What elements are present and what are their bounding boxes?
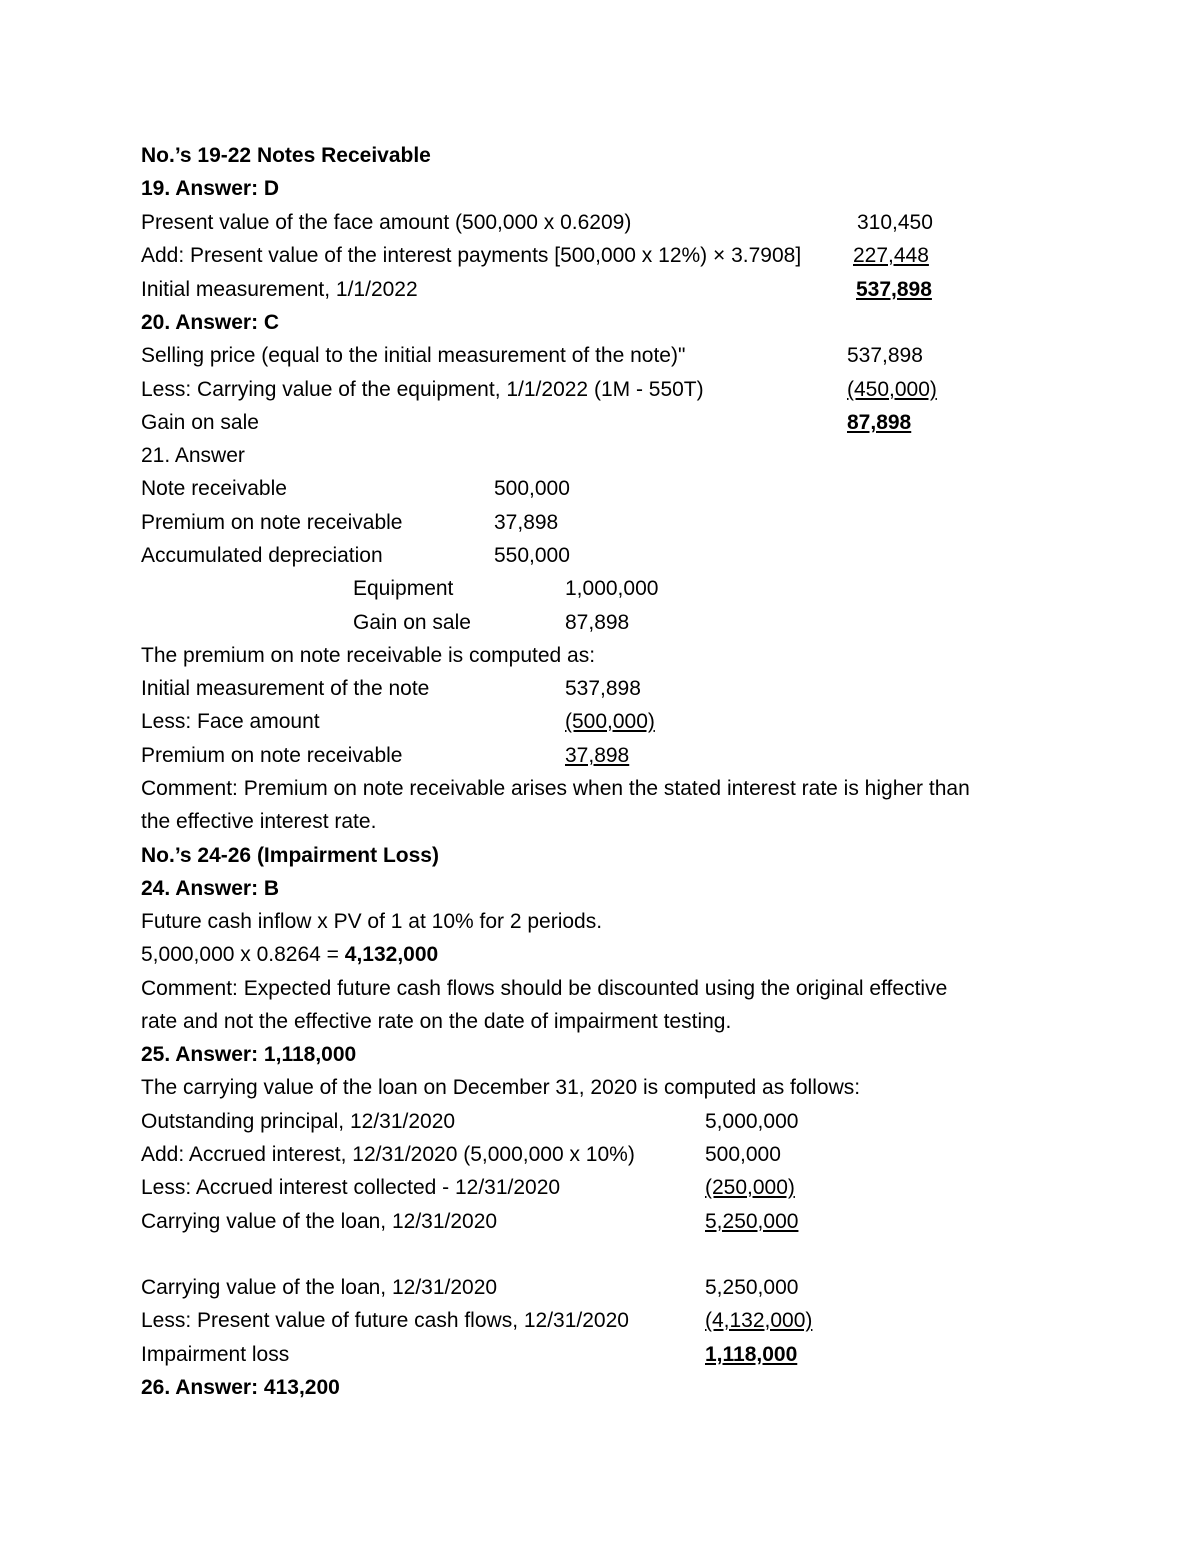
q21-premium-intro: The premium on note receivable is computed as:: [141, 644, 596, 667]
q25-row-label: Carrying value of the loan, 12/31/2020: [141, 1210, 498, 1233]
q19-row-label: Add: Present value of the interest payments [500,000 x 12%) × 3.7908]: [141, 244, 802, 267]
section-heading-notes-receivable: No.’s 19-22 Notes Receivable: [141, 144, 431, 167]
q20-row-label: Less: Carrying value of the equipment, 1/1/2022 (1M - 550T): [141, 378, 704, 401]
q20-total-value: 87,898: [847, 411, 912, 434]
q21-debit-value: 37,898: [494, 511, 559, 534]
q21-premium-label: Premium on note receivable: [141, 744, 403, 767]
q21-debit-label: Premium on note receivable: [141, 511, 403, 534]
q21-comment-line: Comment: Premium on note receivable arises when the stated interest rate is higher than: [141, 777, 970, 800]
q25-row-value: (4,132,000): [705, 1309, 813, 1332]
q25-row-label: Outstanding principal, 12/31/2020: [141, 1110, 456, 1133]
q21-comment-line: the effective interest rate.: [141, 810, 377, 833]
q24-comment-line: Comment: Expected future cash flows should be discounted using the original effective: [141, 977, 948, 1000]
q20-answer-title: 20. Answer: C: [141, 311, 280, 334]
q21-credit-label: Gain on sale: [353, 611, 471, 634]
q20-row-value: 537,898: [847, 344, 923, 367]
q25-row-value: 5,000,000: [705, 1110, 799, 1133]
q21-credit-label: Equipment: [353, 577, 454, 600]
q19-total-value: 537,898: [856, 278, 932, 301]
q25-row-label: Less: Accrued interest collected - 12/31/2020: [141, 1176, 561, 1199]
q24-line: Future cash inflow x PV of 1 at 10% for 2 periods.: [141, 910, 603, 933]
q21-premium-value: 37,898: [565, 744, 630, 767]
q24-calc-expression: 5,000,000 x 0.8264 =: [141, 943, 345, 966]
q25-row-label: Less: Present value of future cash flows, 12/31/2020: [141, 1309, 629, 1332]
q21-premium-value: (500,000): [565, 710, 655, 733]
q21-premium-value: 537,898: [565, 677, 641, 700]
q21-answer-title: 21. Answer: [141, 444, 245, 467]
q20-row-label: Gain on sale: [141, 411, 259, 434]
q25-answer-title: 25. Answer: 1,118,000: [141, 1043, 357, 1066]
q19-row-label: Present value of the face amount (500,000 x 0.6209): [141, 211, 632, 234]
q25-row-value: 5,250,000: [705, 1210, 799, 1233]
q21-debit-label: Accumulated depreciation: [141, 544, 383, 567]
q25-row-label: Add: Accrued interest, 12/31/2020 (5,000,000 x 10%): [141, 1143, 635, 1166]
q25-intro: The carrying value of the loan on December 31, 2020 is computed as follows:: [141, 1076, 861, 1099]
q19-row-label: Initial measurement, 1/1/2022: [141, 278, 418, 301]
q24-calc: [141, 943, 438, 967]
q21-debit-value: 500,000: [494, 477, 570, 500]
q25-row-label: Impairment loss: [141, 1343, 290, 1366]
q24-answer-title: 24. Answer: B: [141, 877, 280, 900]
q19-answer-title: 19. Answer: D: [141, 177, 280, 200]
q21-credit-value: 1,000,000: [565, 577, 659, 600]
q25-row-label: Carrying value of the loan, 12/31/2020: [141, 1276, 498, 1299]
q25-row-value: 5,250,000: [705, 1276, 799, 1299]
q20-row-value: (450,000): [847, 378, 937, 401]
q21-debit-value: 550,000: [494, 544, 570, 567]
q26-answer-title: 26. Answer: 413,200: [141, 1376, 340, 1399]
q21-premium-label: Less: Face amount: [141, 710, 320, 733]
q21-credit-value: 87,898: [565, 611, 630, 634]
q19-row-value: 227,448: [853, 244, 929, 267]
q21-premium-label: Initial measurement of the note: [141, 677, 430, 700]
q25-total-value: 1,118,000: [705, 1343, 798, 1366]
q19-row-value: 310,450: [857, 211, 933, 234]
q21-debit-label: Note receivable: [141, 477, 287, 500]
q24-calc-result: 4,132,000: [344, 943, 439, 966]
q20-row-label: Selling price (equal to the initial measurement of the note)": [141, 344, 686, 367]
section-heading-impairment-loss: No.’s 24-26 (Impairment Loss): [141, 844, 439, 867]
q25-row-value: 500,000: [705, 1143, 781, 1166]
q24-comment-line: rate and not the effective rate on the date of impairment testing.: [141, 1010, 732, 1033]
q25-row-value: (250,000): [705, 1176, 795, 1199]
